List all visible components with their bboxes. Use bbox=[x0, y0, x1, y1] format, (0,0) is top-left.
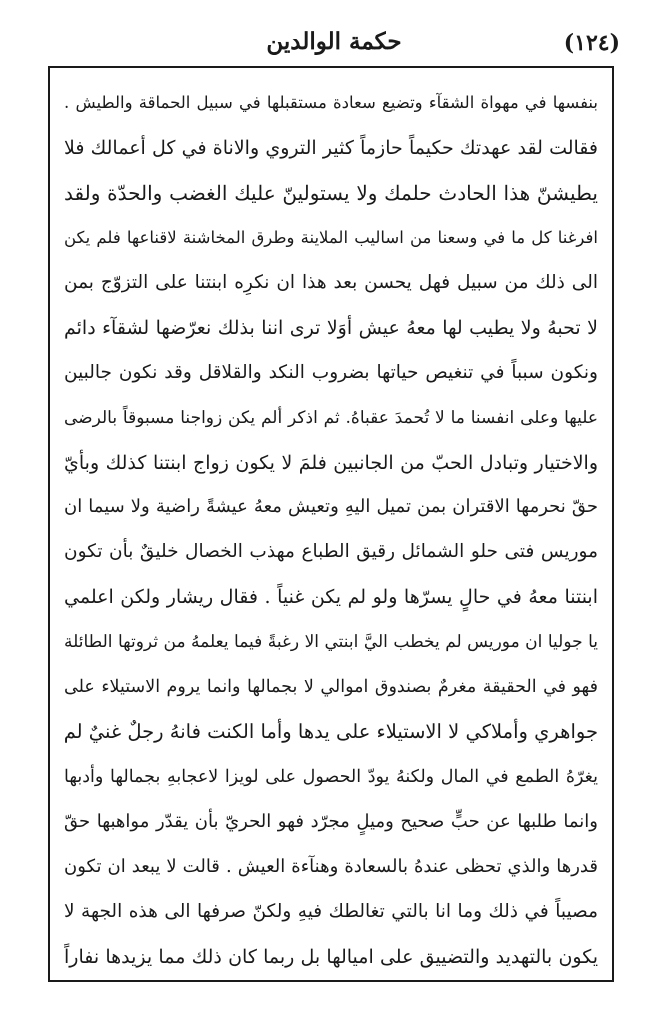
text-line: قدرها والذي تحظى عندهُ بالسعادة وهنآءة العيش . قالت لا يبعد ان تكون bbox=[64, 855, 598, 877]
running-head bbox=[40, 26, 628, 62]
text-line: ابنتنا معهُ في حالٍ يسرّها ولو لم يكن غنياً . فقال ريشار ولكن اعلمي bbox=[64, 586, 598, 609]
text-line: افرغنا كل ما في وسعنا من اساليب الملاينة وطرق المخاشنة لاقناعها فلم يكن bbox=[64, 227, 598, 247]
text-line: وانما طلبها عن حبٍّ صحيح وميلٍ مجرّد فهو الحريّ بأن يقدّر مواهبها حقّ bbox=[64, 811, 598, 832]
text-line: يطيشنّ هذا الحادث حلمك ولا يستولينّ عليك الغضب والحدّة ولقد bbox=[64, 180, 598, 205]
text-line: يا جوليا ان موريس لم يخطب اليَّ ابنتي الا رغبةً فيما يعلمهُ من ثروتها الطائلة bbox=[64, 632, 598, 653]
text-frame bbox=[48, 66, 614, 982]
text-line: موريس فتى حلو الشمائل رقيق الطباع مهذب الخصال خليقٌ بأن تكون bbox=[64, 541, 598, 563]
page-number: (١٢٤) bbox=[563, 30, 620, 56]
text-line: الى ذلك من سبيل فهل يحسن بعد هذا ان نكرِه ابنتنا على التزوّج بمن bbox=[64, 271, 598, 293]
text-line: ونكون سبباً في تنغيص حياتها بضروب النكد والقلاقل وقد نكون جالبين bbox=[64, 361, 598, 383]
text-line: يغرّهُ الطمع في المال ولكنهُ يودّ الحصول على لويزا لاعجابهِ بجمالها وأدبها bbox=[64, 767, 598, 788]
book-title: حكمة الوالدين bbox=[266, 28, 402, 55]
text-line: مصيباً في ذلك وما انا بالتي تغالطك فيهِ ولكنّ صرفها الى هذه الجهة لا bbox=[64, 900, 598, 922]
text-line: يكون بالتهديد والتضييق على اميالها بل ربما كان ذلك مما يزيدها نفاراً bbox=[64, 945, 598, 968]
text-line: والاختيار وتبادل الحبّ من الجانبين فلمَ لا يكون زواج ابنتنا كذلك وبأيّ bbox=[64, 451, 598, 474]
text-line: فهو في الحقيقة مغرمٌ بصندوق اموالي لا بجمالها وانما يروم الاستيلاء على bbox=[64, 677, 598, 698]
text-line: حقّ نحرمها الاقتران بمن تميل اليهِ وتعيش معهُ عيشةً راضية ولا سيما ان bbox=[64, 496, 598, 518]
text-line: جواهري وأملاكي لا الاستيلاء على يدها وأما الكنت فانهُ رجلٌ غنيٌ لم bbox=[64, 720, 598, 744]
text-line: بنفسها في مهواة الشقآء وتضيع سعادة مستقبلها في سبيل الحماقة والطيش . bbox=[64, 93, 598, 112]
text-line: عليها وعلى انفسنا ما لا تُحمدَ عقباهُ. ثم اذكر ألم يكن زواجنا مسبوقاً بالرضى bbox=[64, 407, 598, 428]
text-line: فقالت لقد عهدتك حكيماً حازماً كثير التروي والاناة في كل أعمالك فلا bbox=[64, 136, 598, 159]
body-text bbox=[64, 88, 598, 972]
text-line: لا تحبهُ ولا يطيب لها معهُ عيش أوَلا ترى اننا بذلك نعرّضها لشقآء دائم bbox=[64, 316, 598, 339]
